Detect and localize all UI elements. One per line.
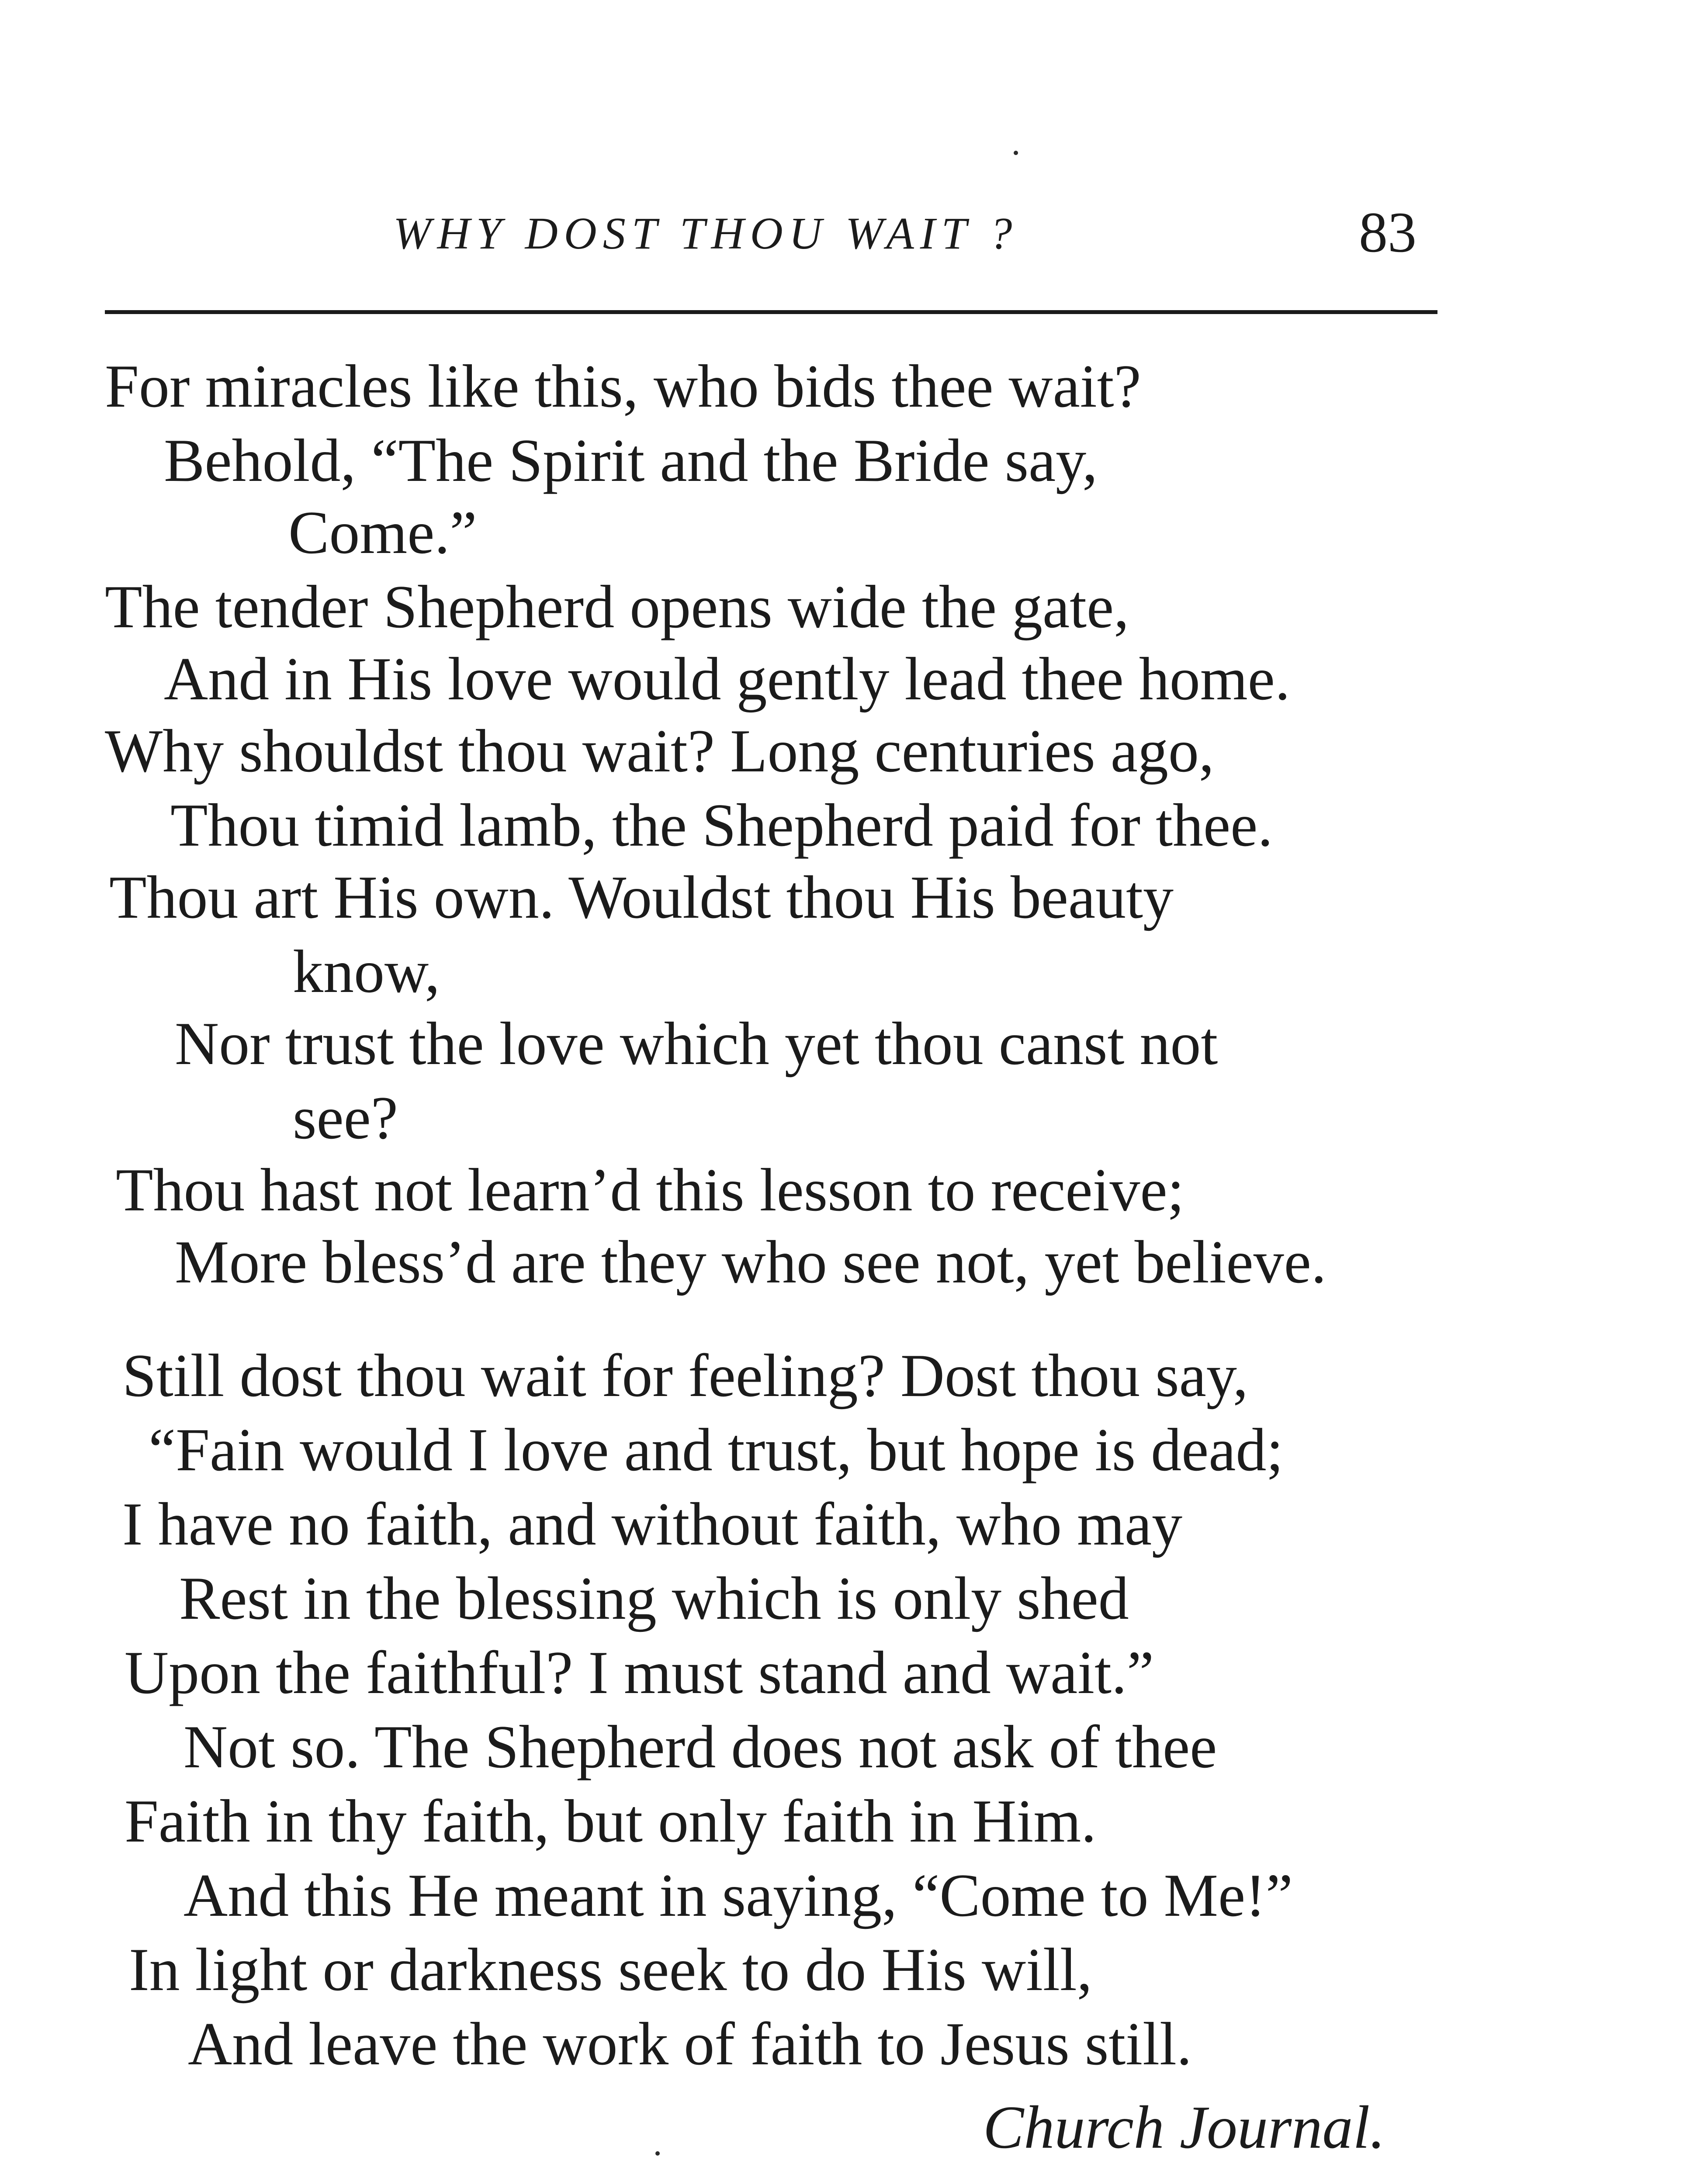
poem-line: And leave the work of faith to Jesus still. [188, 2010, 1192, 2078]
header-rule [105, 310, 1437, 314]
page-number: 83 [1359, 200, 1417, 264]
poem-line: Thou art His own. Wouldst thou His beauty [109, 864, 1174, 931]
poem-line: Come.” [288, 499, 477, 567]
poem-line: Upon the faithful? I must stand and wait.” [125, 1639, 1154, 1707]
poem-line: Behold, “The Spirit and the Bride say, [164, 427, 1098, 494]
poem-line: Rest in the blessing which is only shed [179, 1565, 1129, 1632]
poem-line: Faith in thy faith, but only faith in Him. [125, 1787, 1097, 1855]
ink-speck [655, 2151, 660, 2156]
poem-line: Nor trust the love which yet thou canst not [175, 1010, 1218, 1078]
poem-line: And this He meant in saying, “Come to Me!” [184, 1862, 1293, 1929]
poem-line: Still dost thou wait for feeling? Dost thou say, [122, 1342, 1248, 1410]
poem-line: Not so. The Shepherd does not ask of thee [184, 1713, 1217, 1781]
poem-line: “Fain would I love and trust, but hope is dead; [149, 1416, 1284, 1484]
attribution: Church Journal. [983, 2094, 1385, 2161]
poem-line: More bless’d are they who see not, yet believe. [175, 1228, 1326, 1296]
running-head-title: WHY DOST THOU WAIT ? [393, 208, 1018, 259]
poem-line: And in His love would gently lead thee home. [164, 645, 1290, 713]
ink-speck [1014, 151, 1018, 155]
poem-line: In light or darkness seek to do His will, [129, 1936, 1092, 2004]
poem-line: I have no faith, and without faith, who may [122, 1490, 1183, 1558]
poem-line: The tender Shepherd opens wide the gate, [105, 573, 1129, 641]
poem-line: Thou hast not learn’d this lesson to receive; [116, 1156, 1184, 1224]
poem-line: see? [293, 1084, 398, 1152]
poem-line: know, [293, 938, 440, 1006]
poem-line: For miracles like this, who bids thee wait? [105, 352, 1141, 420]
poem-line: Thou timid lamb, the Shepherd paid for thee. [170, 791, 1273, 859]
poem-line: Why shouldst thou wait? Long centuries ago, [105, 717, 1214, 785]
